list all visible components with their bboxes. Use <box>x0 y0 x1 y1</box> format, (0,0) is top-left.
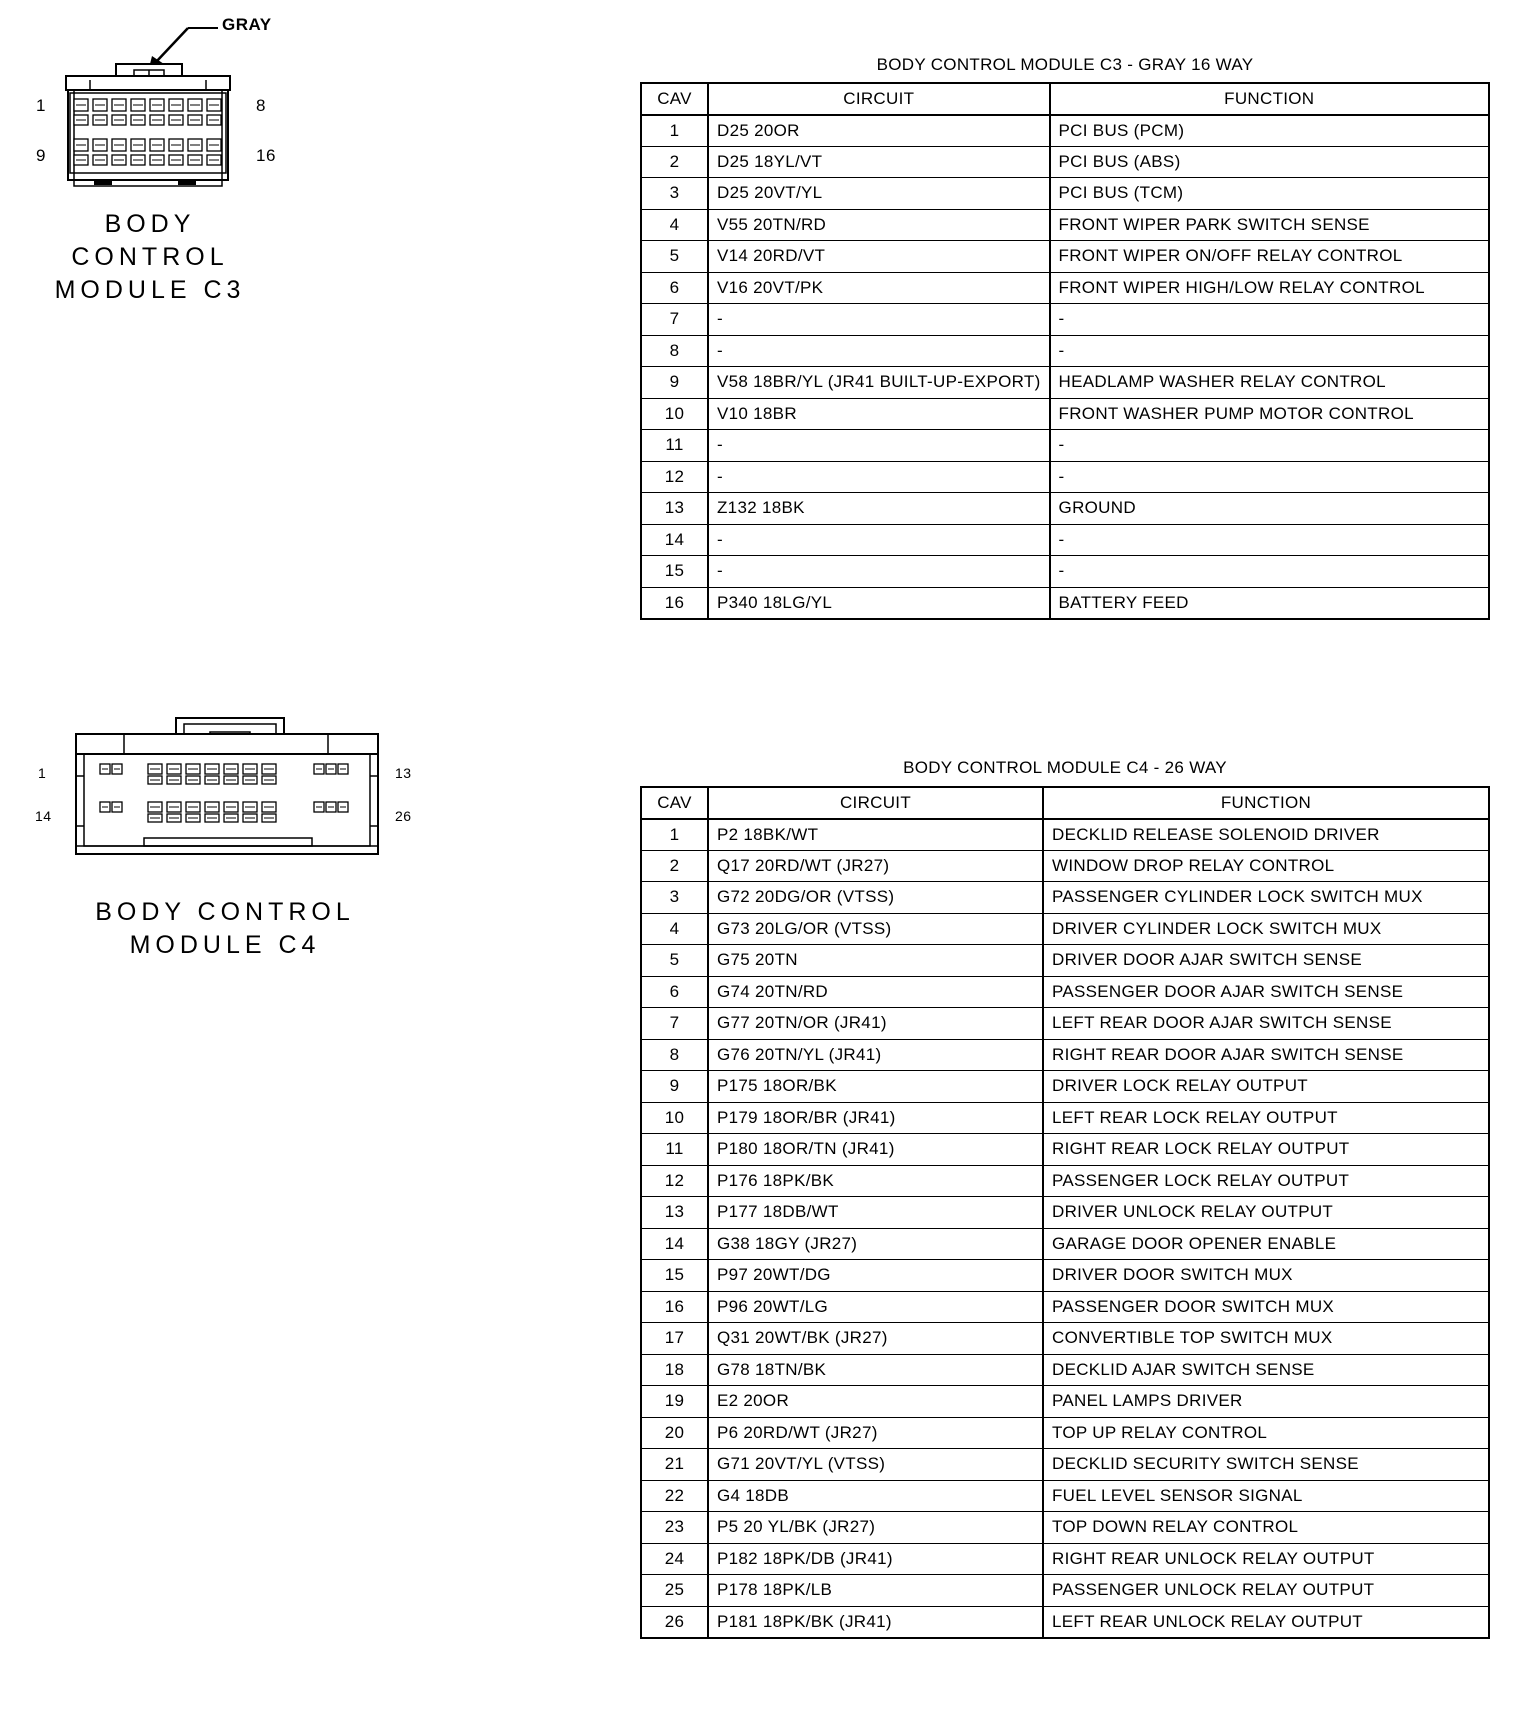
table-row <box>641 1197 1489 1229</box>
table-row <box>641 367 1489 399</box>
function-cell: - <box>1050 461 1489 493</box>
function-cell: PCI BUS (TCM) <box>1050 178 1489 210</box>
function-cell: RIGHT REAR LOCK RELAY OUTPUT <box>1043 1134 1489 1166</box>
table-row <box>641 146 1489 178</box>
circuit-cell: Q17 20RD/WT (JR27) <box>708 850 1043 882</box>
cav-cell: 23 <box>641 1512 708 1544</box>
function-cell: FUEL LEVEL SENSOR SIGNAL <box>1043 1480 1489 1512</box>
circuit-cell: G73 20LG/OR (VTSS) <box>708 913 1043 945</box>
circuit-cell: G76 20TN/YL (JR41) <box>708 1039 1043 1071</box>
cav-cell: 15 <box>641 1260 708 1292</box>
cav-cell: 16 <box>641 1291 708 1323</box>
circuit-cell: - <box>708 335 1050 367</box>
cav-cell: 2 <box>641 146 708 178</box>
cav-cell: 5 <box>641 241 708 273</box>
circuit-cell: P6 20RD/WT (JR27) <box>708 1417 1043 1449</box>
function-cell: FRONT WIPER ON/OFF RELAY CONTROL <box>1050 241 1489 273</box>
function-cell: - <box>1050 524 1489 556</box>
function-cell: WINDOW DROP RELAY CONTROL <box>1043 850 1489 882</box>
circuit-cell: G38 18GY (JR27) <box>708 1228 1043 1260</box>
table-row <box>641 1008 1489 1040</box>
cav-cell: 7 <box>641 304 708 336</box>
table-row <box>641 1354 1489 1386</box>
c3-caption-line-3: MODULE C3 <box>54 276 246 304</box>
circuit-cell: P179 18OR/BR (JR41) <box>708 1102 1043 1134</box>
function-cell: FRONT WASHER PUMP MOTOR CONTROL <box>1050 398 1489 430</box>
table-row <box>641 1480 1489 1512</box>
table-row <box>641 882 1489 914</box>
table-row <box>641 1606 1489 1638</box>
table-row <box>641 1543 1489 1575</box>
cav-cell: 14 <box>641 1228 708 1260</box>
function-cell: PANEL LAMPS DRIVER <box>1043 1386 1489 1418</box>
cav-cell: 8 <box>641 1039 708 1071</box>
cav-cell: 16 <box>641 587 708 619</box>
function-cell: BATTERY FEED <box>1050 587 1489 619</box>
circuit-cell: P181 18PK/BK (JR41) <box>708 1606 1043 1638</box>
table-row <box>641 178 1489 210</box>
cav-cell: 12 <box>641 461 708 493</box>
circuit-cell: V55 20TN/RD <box>708 209 1050 241</box>
function-cell: PASSENGER DOOR SWITCH MUX <box>1043 1291 1489 1323</box>
c3-connector-drawing <box>60 20 250 200</box>
circuit-cell: G78 18TN/BK <box>708 1354 1043 1386</box>
function-cell: HEADLAMP WASHER RELAY CONTROL <box>1050 367 1489 399</box>
function-cell: DECKLID RELEASE SOLENOID DRIVER <box>1043 819 1489 851</box>
table-row <box>641 304 1489 336</box>
function-cell: LEFT REAR DOOR AJAR SWITCH SENSE <box>1043 1008 1489 1040</box>
circuit-cell: V10 18BR <box>708 398 1050 430</box>
circuit-cell: G74 20TN/RD <box>708 976 1043 1008</box>
cav-cell: 20 <box>641 1417 708 1449</box>
cav-cell: 24 <box>641 1543 708 1575</box>
cav-cell: 13 <box>641 1197 708 1229</box>
cav-cell: 4 <box>641 913 708 945</box>
circuit-column-header: CIRCUIT <box>708 83 1050 115</box>
c4-caption-line-1: BODY CONTROL <box>95 898 355 926</box>
c3-header-row <box>641 83 1489 115</box>
c3-pin-label-9: 9 <box>36 146 46 165</box>
c4-table-title: BODY CONTROL MODULE C4 - 26 WAY <box>903 758 1227 777</box>
cav-cell: 9 <box>641 1071 708 1103</box>
cav-cell: 22 <box>641 1480 708 1512</box>
circuit-column-header: CIRCUIT <box>708 787 1043 819</box>
cav-cell: 18 <box>641 1354 708 1386</box>
cav-cell: 10 <box>641 398 708 430</box>
table-row <box>641 241 1489 273</box>
circuit-cell: P97 20WT/DG <box>708 1260 1043 1292</box>
cav-cell: 5 <box>641 945 708 977</box>
circuit-cell: G77 20TN/OR (JR41) <box>708 1008 1043 1040</box>
cav-cell: 4 <box>641 209 708 241</box>
cav-cell: 21 <box>641 1449 708 1481</box>
function-cell: DRIVER UNLOCK RELAY OUTPUT <box>1043 1197 1489 1229</box>
cav-cell: 25 <box>641 1575 708 1607</box>
function-cell: - <box>1050 556 1489 588</box>
cav-cell: 8 <box>641 335 708 367</box>
table-row <box>641 945 1489 977</box>
circuit-cell: P176 18PK/BK <box>708 1165 1043 1197</box>
table-row <box>641 1134 1489 1166</box>
cav-cell: 26 <box>641 1606 708 1638</box>
function-cell: - <box>1050 304 1489 336</box>
table-row <box>641 1071 1489 1103</box>
cav-cell: 10 <box>641 1102 708 1134</box>
table-row <box>641 1323 1489 1355</box>
c3-connector-caption <box>50 208 250 307</box>
table-row <box>641 272 1489 304</box>
function-cell: RIGHT REAR UNLOCK RELAY OUTPUT <box>1043 1543 1489 1575</box>
function-cell: PASSENGER DOOR AJAR SWITCH SENSE <box>1043 976 1489 1008</box>
c3-table-title: BODY CONTROL MODULE C3 - GRAY 16 WAY <box>876 55 1254 74</box>
c4-pin-table <box>640 786 1490 1639</box>
function-cell: LEFT REAR UNLOCK RELAY OUTPUT <box>1043 1606 1489 1638</box>
table-row <box>641 1512 1489 1544</box>
function-cell: PASSENGER CYLINDER LOCK SWITCH MUX <box>1043 882 1489 914</box>
circuit-cell: - <box>708 461 1050 493</box>
cav-cell: 1 <box>641 115 708 147</box>
table-row <box>641 461 1489 493</box>
table-row <box>641 115 1489 147</box>
table-row <box>641 819 1489 851</box>
table-row <box>641 335 1489 367</box>
function-cell: PASSENGER UNLOCK RELAY OUTPUT <box>1043 1575 1489 1607</box>
table-row <box>641 1039 1489 1071</box>
cav-cell: 14 <box>641 524 708 556</box>
function-cell: PCI BUS (ABS) <box>1050 146 1489 178</box>
table-row <box>641 1228 1489 1260</box>
table-row <box>641 587 1489 619</box>
cav-cell: 11 <box>641 430 708 462</box>
circuit-cell: D25 20VT/YL <box>708 178 1050 210</box>
c3-pin-label-8: 8 <box>256 96 266 115</box>
c4-caption-line-2: MODULE C4 <box>129 931 321 959</box>
table-row <box>641 1575 1489 1607</box>
function-cell: GARAGE DOOR OPENER ENABLE <box>1043 1228 1489 1260</box>
c3-pin-table <box>640 82 1490 620</box>
cav-cell: 3 <box>641 178 708 210</box>
cav-cell: 6 <box>641 272 708 304</box>
function-column-header: FUNCTION <box>1043 787 1489 819</box>
c4-header-row <box>641 787 1489 819</box>
function-cell: TOP DOWN RELAY CONTROL <box>1043 1512 1489 1544</box>
table-row <box>641 524 1489 556</box>
circuit-cell: G4 18DB <box>708 1480 1043 1512</box>
c3-table-body <box>641 115 1489 619</box>
cav-cell: 1 <box>641 819 708 851</box>
table-row <box>641 556 1489 588</box>
cav-cell: 19 <box>641 1386 708 1418</box>
table-row <box>641 1260 1489 1292</box>
table-row <box>641 1102 1489 1134</box>
c3-pin-label-1: 1 <box>36 96 46 115</box>
cav-cell: 13 <box>641 493 708 525</box>
circuit-cell: D25 18YL/VT <box>708 146 1050 178</box>
c4-pin-label-14: 14 <box>35 808 52 824</box>
table-row <box>641 209 1489 241</box>
function-cell: DRIVER DOOR AJAR SWITCH SENSE <box>1043 945 1489 977</box>
cav-cell: 11 <box>641 1134 708 1166</box>
table-row <box>641 850 1489 882</box>
cav-cell: 9 <box>641 367 708 399</box>
cav-cell: 2 <box>641 850 708 882</box>
c4-pin-label-1: 1 <box>38 765 47 781</box>
circuit-cell: Q31 20WT/BK (JR27) <box>708 1323 1043 1355</box>
function-cell: GROUND <box>1050 493 1489 525</box>
circuit-cell: Z132 18BK <box>708 493 1050 525</box>
function-column-header: FUNCTION <box>1050 83 1489 115</box>
circuit-cell: P2 18BK/WT <box>708 819 1043 851</box>
gray-callout-label: GRAY <box>222 15 272 34</box>
circuit-cell: P5 20 YL/BK (JR27) <box>708 1512 1043 1544</box>
circuit-cell: P177 18DB/WT <box>708 1197 1043 1229</box>
table-row <box>641 430 1489 462</box>
cav-cell: 7 <box>641 1008 708 1040</box>
table-row <box>641 1291 1489 1323</box>
function-cell: LEFT REAR LOCK RELAY OUTPUT <box>1043 1102 1489 1134</box>
function-cell: TOP UP RELAY CONTROL <box>1043 1417 1489 1449</box>
function-cell: FRONT WIPER PARK SWITCH SENSE <box>1050 209 1489 241</box>
c4-connector-caption <box>90 896 360 962</box>
function-cell: PASSENGER LOCK RELAY OUTPUT <box>1043 1165 1489 1197</box>
cav-cell: 15 <box>641 556 708 588</box>
circuit-cell: V58 18BR/YL (JR41 BUILT-UP-EXPORT) <box>708 367 1050 399</box>
circuit-cell: - <box>708 304 1050 336</box>
function-cell: RIGHT REAR DOOR AJAR SWITCH SENSE <box>1043 1039 1489 1071</box>
table-row <box>641 1165 1489 1197</box>
circuit-cell: V16 20VT/PK <box>708 272 1050 304</box>
c4-pin-label-13: 13 <box>395 765 412 781</box>
table-row <box>641 493 1489 525</box>
function-cell: DRIVER LOCK RELAY OUTPUT <box>1043 1071 1489 1103</box>
c3-caption-line-1: BODY <box>104 210 196 238</box>
circuit-cell: P96 20WT/LG <box>708 1291 1043 1323</box>
circuit-cell: P175 18OR/BK <box>708 1071 1043 1103</box>
table-row <box>641 1449 1489 1481</box>
circuit-cell: P340 18LG/YL <box>708 587 1050 619</box>
cav-cell: 12 <box>641 1165 708 1197</box>
circuit-cell: G71 20VT/YL (VTSS) <box>708 1449 1043 1481</box>
circuit-cell: D25 20OR <box>708 115 1050 147</box>
function-cell: - <box>1050 335 1489 367</box>
circuit-cell: P180 18OR/TN (JR41) <box>708 1134 1043 1166</box>
function-cell: FRONT WIPER HIGH/LOW RELAY CONTROL <box>1050 272 1489 304</box>
cav-cell: 17 <box>641 1323 708 1355</box>
circuit-cell: G75 20TN <box>708 945 1043 977</box>
cav-cell: 6 <box>641 976 708 1008</box>
circuit-cell: P182 18PK/DB (JR41) <box>708 1543 1043 1575</box>
table-row <box>641 1386 1489 1418</box>
function-cell: CONVERTIBLE TOP SWITCH MUX <box>1043 1323 1489 1355</box>
c3-caption-line-2: CONTROL <box>71 243 229 271</box>
circuit-cell: - <box>708 430 1050 462</box>
function-cell: DRIVER DOOR SWITCH MUX <box>1043 1260 1489 1292</box>
function-cell: DECKLID SECURITY SWITCH SENSE <box>1043 1449 1489 1481</box>
c4-connector-drawing <box>74 716 380 864</box>
function-cell: DECKLID AJAR SWITCH SENSE <box>1043 1354 1489 1386</box>
function-cell: DRIVER CYLINDER LOCK SWITCH MUX <box>1043 913 1489 945</box>
circuit-cell: P178 18PK/LB <box>708 1575 1043 1607</box>
table-row <box>641 913 1489 945</box>
table-row <box>641 976 1489 1008</box>
circuit-cell: - <box>708 556 1050 588</box>
table-row <box>641 1417 1489 1449</box>
function-cell: PCI BUS (PCM) <box>1050 115 1489 147</box>
function-cell: - <box>1050 430 1489 462</box>
cav-cell: 3 <box>641 882 708 914</box>
circuit-cell: - <box>708 524 1050 556</box>
table-row <box>641 398 1489 430</box>
c4-table-body <box>641 819 1489 1638</box>
circuit-cell: E2 20OR <box>708 1386 1043 1418</box>
circuit-cell: G72 20DG/OR (VTSS) <box>708 882 1043 914</box>
c4-pin-label-26: 26 <box>395 808 412 824</box>
cav-column-header: CAV <box>641 787 708 819</box>
circuit-cell: V14 20RD/VT <box>708 241 1050 273</box>
c3-pin-label-16: 16 <box>256 146 276 165</box>
cav-column-header: CAV <box>641 83 708 115</box>
